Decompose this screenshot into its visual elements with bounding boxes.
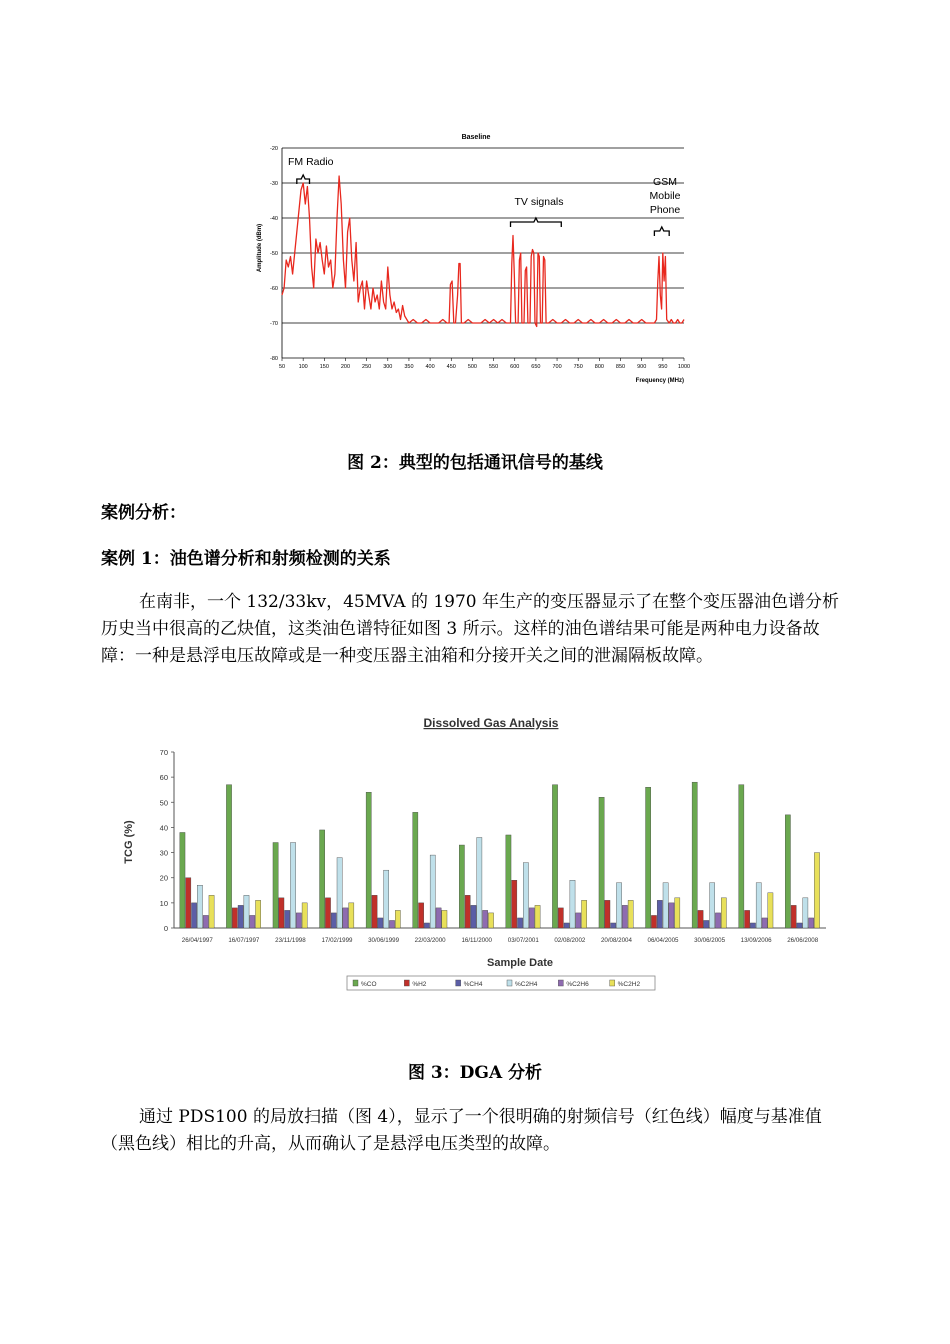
y-axis-label: TCG (%) <box>123 820 135 864</box>
legend-swatch <box>353 980 358 986</box>
bar-c2h2 <box>209 895 214 928</box>
bar-c2h6 <box>669 903 674 928</box>
bar-co <box>506 835 511 928</box>
bar-ch4 <box>611 923 616 928</box>
x-tick-label: 200 <box>340 364 351 370</box>
bar-c2h4 <box>663 883 668 928</box>
bar-c2h2 <box>582 900 587 928</box>
figure3-caption: 图 3：DGA 分析 <box>407 1063 543 1083</box>
bar-h2 <box>698 910 703 928</box>
x-tick-label: 250 <box>362 364 372 370</box>
legend-swatch <box>610 980 615 986</box>
x-tick-label: 23/11/1998 <box>275 937 306 944</box>
y-tick-labels <box>160 748 168 933</box>
x-tick-label: 650 <box>531 364 541 370</box>
legend-label: %CO <box>361 981 377 988</box>
y-tick-label: 30 <box>159 848 168 858</box>
bar-co <box>366 792 371 928</box>
bar-co <box>226 785 231 928</box>
bar-c2h6 <box>529 908 534 928</box>
x-tick-label: 16/07/1997 <box>228 937 260 944</box>
bar-ch4 <box>657 900 662 928</box>
x-tick-label: 300 <box>383 364 393 370</box>
bar-c2h2 <box>628 900 633 928</box>
bar-c2h6 <box>343 908 348 928</box>
x-tick-label: 30/06/1999 <box>368 937 400 944</box>
amplitude-series-line <box>282 176 684 327</box>
paragraph-2: 通过 PDS100 的局放扫描（图 4），显示了一个很明确的射频信号（红色线）幅度与基准值（黑色线）相比的升高，从而确认了是悬浮电压类型的故障。 <box>101 1107 822 1154</box>
legend-label: %C2H2 <box>617 981 641 988</box>
bar-c2h2 <box>395 910 400 928</box>
annotation-gsm-line: Phone <box>649 204 681 216</box>
x-tick-label: 06/04/2005 <box>647 937 679 944</box>
x-tick-label: 750 <box>573 364 583 370</box>
bar-c2h6 <box>203 915 208 928</box>
bar-c2h2 <box>535 905 540 928</box>
legend-label: %CH4 <box>463 981 483 988</box>
y-tick-label: -60 <box>270 286 278 292</box>
annotation-tv-signals: TV signals <box>514 196 564 208</box>
bar-h2 <box>651 915 656 928</box>
chart-legend <box>347 976 655 990</box>
x-axis-label: Sample Date <box>486 957 554 969</box>
bar-c2h4 <box>756 883 761 928</box>
bar-c2h2 <box>349 903 354 928</box>
bar-c2h4 <box>384 870 389 928</box>
y-tick-label: 60 <box>159 773 168 783</box>
bar-c2h6 <box>436 908 441 928</box>
annotation-gsm-line: GSM <box>653 176 677 188</box>
bar-ch4 <box>285 910 290 928</box>
bar-co <box>692 782 697 928</box>
bar-ch4 <box>750 923 755 928</box>
bar-co <box>599 797 604 928</box>
bar-c2h2 <box>488 913 493 928</box>
y-tick-label: -70 <box>270 321 278 327</box>
legend-label: %H2 <box>412 981 427 988</box>
y-tick-label: 20 <box>159 873 168 883</box>
x-tick-label: 20/08/2004 <box>600 937 632 944</box>
bar-c2h2 <box>814 853 819 928</box>
chart-title: Baseline <box>461 134 491 141</box>
bar-h2 <box>605 900 610 928</box>
bar-c2h2 <box>302 903 307 928</box>
legend-label: %C2H4 <box>515 981 538 988</box>
legend-swatch <box>404 980 409 986</box>
bar-c2h6 <box>296 913 301 928</box>
legend-swatch <box>558 980 563 986</box>
figure2-caption: 图 2：典型的包括通讯信号的基线 <box>347 453 603 473</box>
bar-ch4 <box>564 923 569 928</box>
legend-swatch <box>456 980 461 986</box>
bar-c2h6 <box>250 915 255 928</box>
bar-co <box>459 845 464 928</box>
bar-c2h2 <box>675 898 680 928</box>
bar-h2 <box>745 910 750 928</box>
chart-gridlines <box>171 752 826 928</box>
bar-ch4 <box>704 920 709 928</box>
x-tick-label: 550 <box>488 364 499 370</box>
bar-c2h4 <box>570 880 575 928</box>
y-tick-label: 50 <box>159 798 168 808</box>
x-tick-label: 02/08/2002 <box>554 937 586 944</box>
bar-co <box>785 815 790 928</box>
x-tick-labels <box>279 364 690 370</box>
x-tick-label: 950 <box>658 364 668 370</box>
bar-c2h2 <box>768 893 773 928</box>
bar-co <box>739 785 744 928</box>
bar-c2h6 <box>622 905 627 928</box>
x-tick-label: 50 <box>278 364 286 370</box>
bar-h2 <box>186 878 191 928</box>
bar-h2 <box>325 898 330 928</box>
bar-c2h6 <box>762 918 767 928</box>
case1-heading: 案例 1：油色谱分析和射频检测的关系 <box>101 549 391 569</box>
bar-c2h4 <box>197 885 202 928</box>
baseline-chart <box>252 128 700 390</box>
x-tick-label: 22/03/2000 <box>414 937 446 944</box>
bar-co <box>273 843 278 928</box>
x-tick-labels <box>182 937 819 944</box>
bar-ch4 <box>424 923 429 928</box>
x-tick-label: 26/06/2008 <box>787 937 819 944</box>
bar-c2h6 <box>576 913 581 928</box>
x-tick-label: 900 <box>637 364 647 370</box>
y-tick-label: -50 <box>270 251 278 257</box>
bar-co <box>646 787 651 928</box>
bar-c2h6 <box>715 913 720 928</box>
y-tick-label: -40 <box>270 216 278 222</box>
x-tick-label: 400 <box>425 364 435 370</box>
bar-ch4 <box>378 918 383 928</box>
bar-h2 <box>791 905 796 928</box>
x-tick-label: 1000 <box>677 364 691 370</box>
x-tick-label: 13/09/2006 <box>740 937 772 944</box>
annotations <box>288 156 681 236</box>
bar-c2h2 <box>721 898 726 928</box>
bar-c2h4 <box>430 855 435 928</box>
bar-c2h4 <box>337 858 342 928</box>
bar-series <box>180 782 820 928</box>
bar-h2 <box>372 895 377 928</box>
x-tick-label: 150 <box>319 364 329 370</box>
section-heading: 案例分析： <box>101 503 186 523</box>
bar-ch4 <box>238 905 243 928</box>
x-tick-label: 600 <box>510 364 520 370</box>
bar-h2 <box>512 880 517 928</box>
bar-ch4 <box>191 903 196 928</box>
dga-bar-chart <box>116 712 834 1000</box>
bar-h2 <box>279 898 284 928</box>
annotation-bracket <box>654 227 669 236</box>
bar-ch4 <box>331 913 336 928</box>
paragraph-1: 在南非，一个 132/33kv，45MVA 的 1970 年生产的变压器显示了在整个变压器油色谱分析历史当中很高的乙炔值，这类油色谱特征如图 3 所示。这样的油色谱结果可能是两种电力设备故障：一种是悬浮电压故障或是一种变压器主油箱和分接开关之间的泄漏隔板故障。 <box>101 592 840 666</box>
bar-h2 <box>465 895 470 928</box>
chart-title: Dissolved Gas Analysis <box>423 716 559 730</box>
bar-co <box>180 832 185 928</box>
x-tick-label: 850 <box>615 364 626 370</box>
annotation-fm-radio: FM Radio <box>288 156 334 168</box>
bar-c2h4 <box>523 863 528 928</box>
bar-h2 <box>558 908 563 928</box>
bar-c2h4 <box>244 895 249 928</box>
bar-c2h6 <box>389 920 394 928</box>
x-tick-label: 500 <box>467 364 478 370</box>
x-tick-label: 16/11/2000 <box>461 937 492 944</box>
bar-c2h4 <box>477 837 482 928</box>
x-tick-label: 17/02/1999 <box>321 937 353 944</box>
bar-c2h4 <box>803 898 808 928</box>
bar-c2h6 <box>809 918 814 928</box>
legend-box <box>347 976 655 990</box>
bar-ch4 <box>517 918 522 928</box>
x-tick-label: 800 <box>594 364 604 370</box>
chart-axes <box>282 148 684 361</box>
y-tick-label: -20 <box>270 146 278 152</box>
bar-c2h4 <box>616 883 621 928</box>
y-tick-label: -30 <box>270 181 278 187</box>
bar-co <box>320 830 325 928</box>
y-tick-label: 0 <box>163 924 168 933</box>
x-tick-label: 100 <box>298 364 308 370</box>
x-tick-label: 450 <box>446 364 456 370</box>
bar-co <box>552 785 557 928</box>
bar-c2h4 <box>290 843 295 928</box>
y-tick-label: 40 <box>159 823 168 833</box>
y-axis-label: Amplitude (dBm) <box>257 223 263 273</box>
x-tick-label: 03/07/2001 <box>507 937 539 944</box>
bar-ch4 <box>797 923 802 928</box>
bar-c2h4 <box>710 883 715 928</box>
x-axis-label: Frequency (MHz) <box>635 378 684 384</box>
x-tick-label: 700 <box>552 364 562 370</box>
bar-c2h2 <box>256 900 261 928</box>
bar-ch4 <box>471 905 476 928</box>
y-tick-label: -80 <box>270 356 278 362</box>
x-tick-label: 30/06/2005 <box>694 937 726 944</box>
bar-c2h6 <box>483 910 488 928</box>
x-tick-label: 350 <box>404 364 414 370</box>
legend-swatch <box>507 980 512 986</box>
bar-c2h2 <box>442 910 447 928</box>
series-lines <box>282 176 684 327</box>
bar-h2 <box>419 903 424 928</box>
y-tick-labels <box>270 146 278 362</box>
annotation-gsm-line: Mobile <box>649 190 681 202</box>
annotation-bracket <box>511 218 562 227</box>
y-tick-label: 10 <box>159 898 168 908</box>
legend-label: %C2H6 <box>566 981 589 988</box>
bar-h2 <box>232 908 237 928</box>
y-tick-label: 70 <box>159 748 168 757</box>
x-tick-label: 26/04/1997 <box>181 937 213 944</box>
bar-co <box>413 812 418 928</box>
